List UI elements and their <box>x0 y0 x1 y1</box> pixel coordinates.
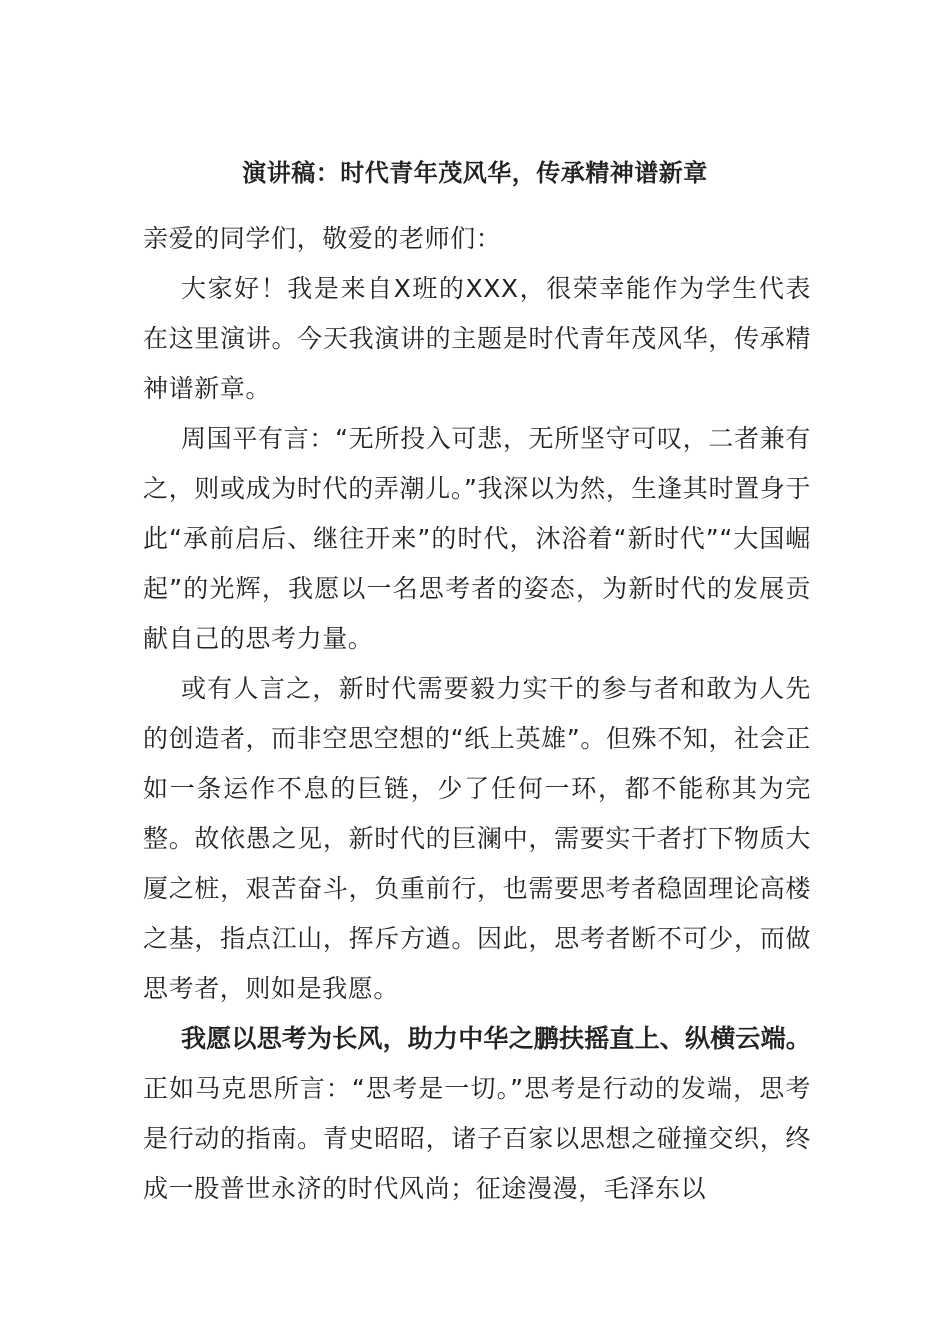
paragraph-4 <box>143 1014 811 1214</box>
paragraph-3: 或有人言之，新时代需要毅力实干的参与者和敢为人先的创造者，而非空思空想的“纸上英雄”。但殊不知，社会正如一条运作不息的巨链，少了任何一环，都不能称其为完整。故依愚之见，新时代的巨澜中，需要实干者打下物质大厦之桩，艰苦奋斗，负重前行，也需要思考者稳固理论高楼之基，指点江山，挥斥方遒。因此，思考者断不可少，而做思考者，则如是我愿。 <box>143 674 811 1003</box>
salutation: 亲爱的同学们，敬爱的老师们： <box>143 224 502 253</box>
document-title: 演讲稿：时代青年茂风华，传承精神谱新章 <box>242 159 708 187</box>
paragraph-4-lead: 我愿以思考为长风，助力中华之鹏扶摇直上、纵横云端。 <box>181 1024 812 1053</box>
paragraph-1: 大家好！我是来自X班的XXX，很荣幸能作为学生代表在这里演讲。今天我演讲的主题是时代青年茂风华，传承精神谱新章。 <box>143 274 811 403</box>
paragraph-4-text: 正如马克思所言：“思考是一切。”思考是行动的发端，思考是行动的指南。青史昭昭，诸子百家以思想之碰撞交织，终成一股普世永济的时代风尚；征途漫漫，毛泽东以 <box>143 1074 811 1203</box>
paragraph-2: 周国平有言：“无所投入可悲，无所坚守可叹，二者兼有之，则或成为时代的弄潮儿。”我深以为然，生逢其时置身于此“承前启后、继往开来”的时代，沐浴着“新时代”“大国崛起”的光辉，我愿以一名思考者的姿态，为新时代的发展贡献自己的思考力量。 <box>143 424 811 653</box>
document-body <box>143 214 811 1214</box>
